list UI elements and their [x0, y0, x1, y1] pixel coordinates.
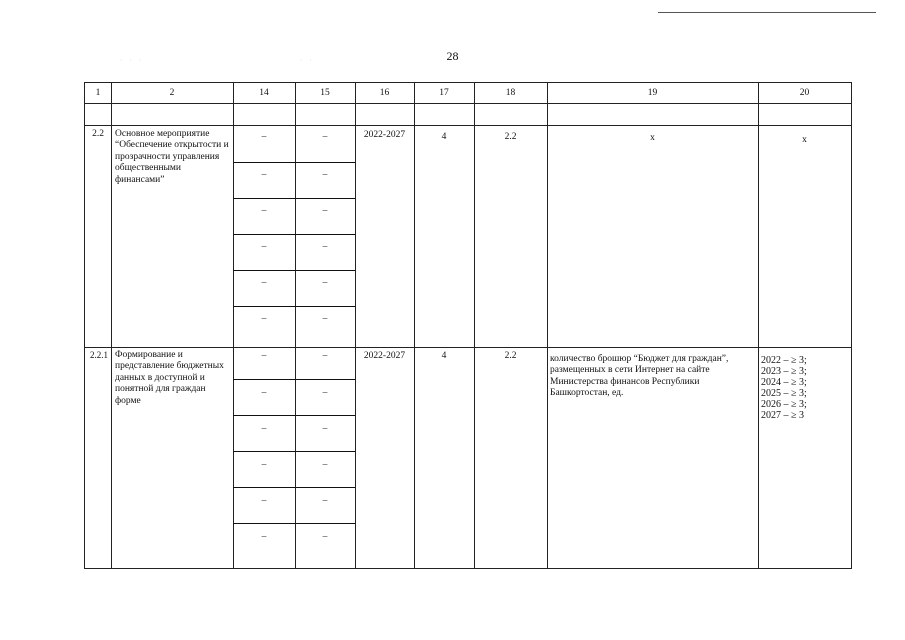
target-2026: 2026 – ≥ 3; [761, 399, 807, 410]
col-header-16: 16 [379, 88, 390, 98]
header-bottom-line [85, 103, 852, 104]
subrow-line [233, 379, 355, 380]
col18-cell: 2.2 [504, 351, 517, 361]
dash-cell: – [322, 242, 328, 252]
dash-cell: – [322, 424, 328, 434]
period-cell: 2022-2027 [363, 130, 406, 140]
col-line [111, 83, 112, 569]
subrow-line [233, 306, 355, 307]
page-number: 28 [446, 49, 459, 63]
target-2023: 2023 – ≥ 3; [761, 366, 807, 377]
col-header-1: 1 [95, 88, 101, 98]
subrow-line [233, 198, 355, 199]
target-2024: 2024 – ≥ 3; [761, 377, 807, 388]
col17-cell: 4 [441, 351, 447, 361]
top-rule [658, 12, 876, 13]
indicator-description: количество брошюр “Бюджет для граждан”, размещенных в сети Интернет на сайте Министерства финансов Республики Башкортостан, ед. [550, 354, 729, 399]
col-header-19: 19 [647, 88, 658, 98]
budget-table [84, 82, 852, 569]
dash-cell: – [322, 206, 328, 216]
dash-cell: – [261, 314, 267, 324]
dash-cell: – [261, 351, 267, 361]
dash-cell: – [261, 532, 267, 542]
dash-cell: – [261, 242, 267, 252]
row-number: 2.2 [92, 129, 104, 139]
col17-cell: 4 [441, 132, 447, 142]
col-line [474, 83, 475, 569]
dash-cell: – [322, 532, 328, 542]
dash-cell: – [322, 460, 328, 470]
dash-cell: – [322, 496, 328, 506]
row-separator-line [85, 347, 852, 348]
dash-cell: – [261, 388, 267, 398]
dash-cell: – [322, 170, 328, 180]
target-2027: 2027 – ≥ 3 [761, 410, 804, 421]
dash-cell: – [322, 388, 328, 398]
target-2025: 2025 – ≥ 3; [761, 388, 807, 399]
subrow-line [233, 523, 355, 524]
dash-cell: – [261, 460, 267, 470]
col20-cell: х [802, 135, 807, 145]
scan-speckle: · · [300, 58, 315, 64]
col-line [758, 83, 759, 569]
col-header-14: 14 [259, 88, 269, 98]
col-header-17: 17 [439, 88, 449, 98]
col19-cell: х [650, 133, 655, 143]
subrow-line [233, 270, 355, 271]
dash-cell: – [322, 351, 328, 361]
measure-name: Основное мероприятие “Обеспечение открытости и прозрачности управления общественными финансами” [115, 129, 229, 185]
row-number: 2.2.1 [90, 350, 108, 360]
dash-cell: – [261, 170, 267, 180]
col-header-18: 18 [505, 88, 516, 98]
dash-cell: – [261, 278, 267, 288]
target-2022: 2022 – ≥ 3; [761, 355, 807, 366]
table-bottom-line [85, 568, 852, 569]
col-line [547, 83, 548, 569]
subrow-line [233, 415, 355, 416]
dash-cell: – [261, 206, 267, 216]
dash-cell: – [261, 424, 267, 434]
subrow-line [233, 162, 355, 163]
col-line [355, 83, 356, 569]
dash-cell: – [322, 132, 328, 142]
subrow-line [233, 487, 355, 488]
dash-cell: – [261, 496, 267, 506]
col18-cell: 2.2 [504, 132, 517, 142]
col-header-15: 15 [320, 88, 330, 98]
scan-speckle: · · · [120, 58, 144, 64]
col-header-20: 20 [799, 88, 810, 98]
dash-cell: – [322, 278, 328, 288]
col-header-2: 2 [169, 88, 175, 98]
period-cell: 2022-2027 [363, 351, 406, 361]
dash-cell: – [261, 132, 267, 142]
group-row-line [85, 125, 852, 126]
subrow-line [233, 451, 355, 452]
dash-cell: – [322, 314, 328, 324]
col-line [414, 83, 415, 569]
subrow-line [233, 234, 355, 235]
col-line [851, 83, 852, 569]
measure-name: Формирование и представление бюджетных данных в доступной и понятной для граждан форме [115, 350, 224, 406]
